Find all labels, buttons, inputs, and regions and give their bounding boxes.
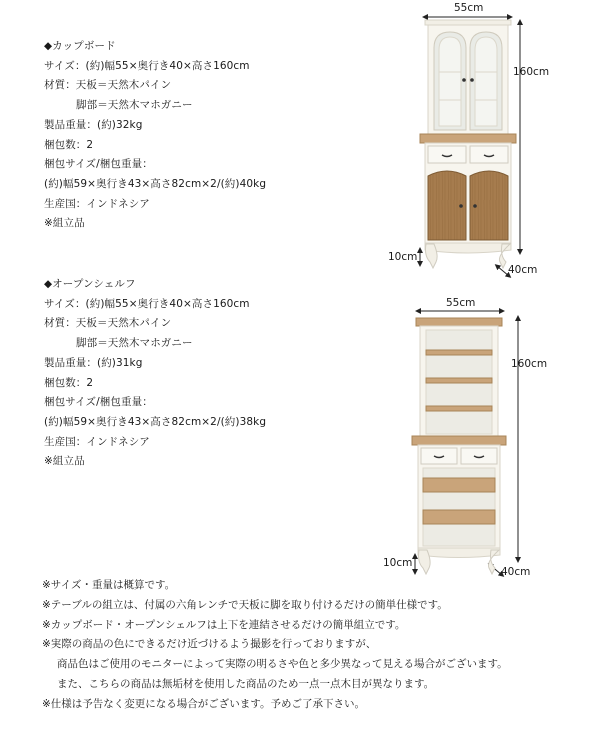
cupboard-height-label: 160cm (513, 66, 550, 78)
cupboard-package-label: 梱包サイズ/梱包重量： (44, 158, 153, 171)
cupboard-leg-material: 脚部＝天然木マホガニー (76, 99, 193, 112)
cupboard-top (420, 134, 516, 143)
shelf-width-label: 55cm (446, 297, 476, 309)
note-line: ※テーブルの組立は、付属の六角レンチで天板に脚を取り付けるだけの簡単仕様です。 (42, 598, 448, 611)
cupboard-package-size: (約)幅59×奥行き43×高さ82cm×2/(約)40kg (44, 177, 267, 190)
shelf-material: 材質：天板＝天然木パイン (44, 317, 172, 330)
cupboard-width-label: 55cm (454, 2, 484, 14)
shelf-depth-label: 40cm (501, 566, 531, 578)
cupboard-title: ◆カップボード (44, 40, 116, 52)
cupboard-package-count: 梱包数：2 (44, 138, 94, 151)
shelf-package-size: (約)幅59×奥行き43×高さ82cm×2/(約)38kg (44, 415, 267, 428)
shelf-package-count: 梱包数：2 (44, 376, 94, 389)
note-line: また、こちらの商品は無垢材を使用した商品のため一点一点木目が異なります。 (57, 677, 435, 690)
shelf-illustration (412, 311, 518, 575)
cupboard-assembly: ※組立品 (44, 217, 85, 230)
shelf-size: サイズ：(約)幅55×奥行き40×高さ160cm (44, 297, 250, 310)
cupboard-depth-label: 40cm (508, 264, 538, 276)
note-line: ※仕様は予告なく変更になる場合がございます。予めご了承下さい。 (42, 697, 365, 710)
cupboard-origin: 生産国：インドネシア (44, 197, 150, 210)
note-line: ※実際の商品の色にできるだけ近づけるよう撮影を行っておりますが、 (42, 638, 377, 651)
notes (42, 576, 508, 715)
cupboard-size: サイズ：(約)幅55×奥行き40×高さ160cm (44, 59, 250, 72)
cupboard-leg-label: 10cm (388, 251, 418, 263)
shelf-leg-label: 10cm (383, 557, 413, 569)
note-line: ※カップボード・オープンシェルフは上下を連結させるだけの簡単組立です。 (42, 618, 406, 631)
shelf-height-label: 160cm (511, 358, 548, 370)
shelf-package-label: 梱包サイズ/梱包重量： (44, 396, 153, 409)
shelf-top (412, 436, 506, 445)
shelf-leg-material: 脚部＝天然木マホガニー (76, 337, 193, 350)
shelf-assembly: ※組立品 (44, 455, 85, 468)
shelf-weight: 製品重量：(約)31kg (44, 356, 143, 369)
cupboard-illustration (420, 17, 520, 276)
shelf-title: ◆オープンシェルフ (44, 278, 136, 290)
note-line: 商品色はご使用のモニターによって実際の明るさや色と多少異なって見える場合がございます。 (57, 658, 508, 671)
cupboard-weight: 製品重量：(約)32kg (44, 118, 143, 131)
shelf-origin: 生産国：インドネシア (44, 435, 150, 448)
cupboard-material: 材質：天板＝天然木パイン (44, 79, 172, 92)
note-line: ※サイズ・重量は概算です。 (42, 579, 176, 591)
